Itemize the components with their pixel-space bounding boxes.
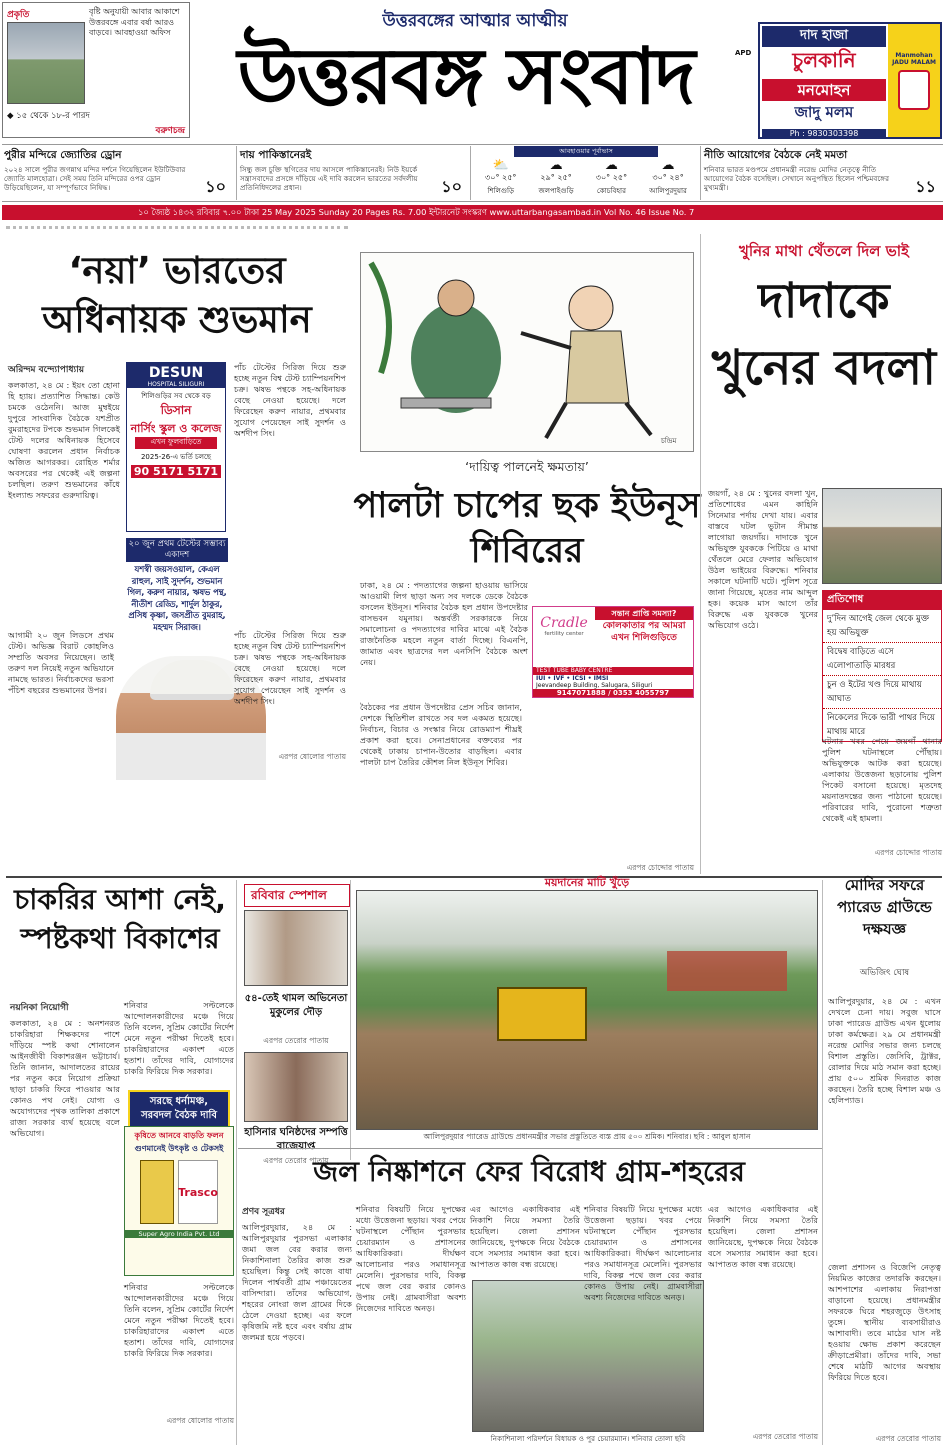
modi-body: আলিপুরদুয়ার, ২৪ মে : এখন দেখলে চেনা দায়। সবুজ ঘাসে ঢাকা প্যারেড গ্রাউন্ড এখন ধুলোয় ঢাকা কর্মক্ষেত্র। ২৯ মে প্রধানমন্ত্রী নরেন্দ্র মোদির সভার জন্য চলছে বিশাল প্রস্তুতি। জেসিবি, ট্রাক্টর, রোলার দিয়ে মাঠ সমান করা হচ্ছে। প্রায় ৫০০ শ্রমিক দিনরাত কাজ করছেন। তৈরি হচ্ছে বিশাল মঞ্চ ও হেলিপ্যাড। bbox=[828, 996, 941, 1105]
factbox-point-2: বিদ্বেষ বাড়িতে এসে এলোপাতাড়ি মারধর bbox=[823, 643, 941, 676]
ad-phone: Ph : 9830303398 bbox=[762, 129, 886, 138]
jobs-body-2: শনিবার সল্টলেকে আন্দোলনকারীদের মঞ্চে গিয়ে তিনি বলেন, সুপ্রিম কোর্টের নির্দেশ মেনে নতুন পরীক্ষা দিতেই হবে। চাকরিহারাদের একাংশ এতে হতাশ। তাঁদের দাবি, যোগ্যদের চাকরি ফিরিয়ে দিক সরকার। bbox=[124, 1000, 234, 1076]
desun-phone: 90 5171 5171 bbox=[131, 465, 221, 478]
water-body-2: শনিবার বিষয়টি নিয়ে দুপক্ষের মধ্যে উত্তেজনা ছড়ায়। খবর পেয়ে ঘটনাস্থলে পৌঁছান পুরসভার চেয়ারম্যান ও প্রশাসনের আধিকারিকরা। দীর্ঘক্ষণ আলোচনার পরও সমাধানসূত্র মেলেনি। পুরসভার দাবি, বিকল্প পথে জল বের করার কোনও উপায় নেই। গ্রামবাসীরা অবশ্য নিজেদের দাবিতে অনড়। bbox=[356, 1204, 466, 1313]
lead-byline: অরিন্দম বন্দ্যোপাধ্যায় bbox=[8, 365, 85, 375]
special-item-2-cont[interactable]: এরপর তেরোর পাতায় bbox=[263, 1156, 329, 1165]
ad-line3: মনমোহন bbox=[762, 79, 886, 101]
city-max: ৩০° bbox=[595, 173, 611, 182]
agro-line1: কৃষিতে আনবে বাড়তি ফলন bbox=[134, 1131, 224, 1140]
factbox-point-1: দু’দিন আগেই জেল থেকে মুক্ত হয় অভিযুক্ত bbox=[823, 610, 941, 643]
maidan-photo bbox=[356, 890, 818, 1130]
factbox-point-4: নিকেলের দিকে ভারী পাথর দিয়ে মাথায় মারে bbox=[827, 713, 935, 737]
cartoon-caption: ‘দায়িত্ব পালনেই ক্ষমতায়’ bbox=[465, 459, 589, 474]
agro-line2: গুণমানেই উৎকৃষ্ট ও টেকসই bbox=[134, 1144, 224, 1153]
fertilizer-bag-icon bbox=[140, 1160, 174, 1224]
ad-line2: চুলকানি bbox=[792, 48, 856, 72]
factbox-title: প্রতিশোধ bbox=[823, 591, 941, 610]
crime-factbox bbox=[822, 590, 942, 742]
cradle-phone: 9147071888 / 0353 4055797 bbox=[533, 689, 693, 697]
city-max: ৩০° bbox=[652, 173, 667, 182]
ad-line4: জাদু মলম bbox=[794, 103, 854, 121]
weather-author: বরুণচন্দ্র bbox=[155, 126, 185, 136]
water-body-3: এর আগেও একাধিকবার এই নিকাশি নিয়ে সমস্যা তৈরি হয়েছিল। জেলা প্রশাসন জানিয়েছে, দুপক্ষকে নিয়ে বৈঠকে বসে সমস্যার সমাধান করা হবে। আপাতত কাজ বন্ধ রয়েছে। bbox=[470, 1204, 580, 1269]
lead-body: কলকাতা, ২৪ মে : ইয়ং তো হোনা হি হ্যায়। প্রত্যাশিত সিদ্ধান্ত। কেউ চমকে ওঠেননি। আজ মুম্বইয়ে দুপুরে সাংবাদিক বৈঠকে যশপ্রীত বুমরাহদের টপকে শুভমান গিলকেই টেস্ট দলের অধিনায়ক হিসেবে ঘোষণা করলেন প্রধান নির্বাচক অজিত আগরকর। রোহিত শর্মার অবসরের পর থেকেই এই জল্পনা চলছিল। তরুণ শুভমানের কাঁধে ইংল্যান্ড সফরের গুরুদায়িত্ব। bbox=[8, 380, 120, 500]
jobs-body-3: শনিবার সল্টলেকে আন্দোলনকারীদের মঞ্চে গিয়ে তিনি বলেন, সুপ্রিম কোর্টের নির্দেশ মেনে নতুন পরীক্ষা দিতেই হবে। চাকরিহারাদের একাংশ এতে হতাশ। তাঁদের দাবি, যোগ্যদের চাকরি ফিরিয়ে দিক সরকার। bbox=[124, 1282, 234, 1358]
weather-city-3 bbox=[596, 159, 627, 197]
xi-head: ২০ জুন প্রথম টেস্টের সম্ভাব্য একাদশ bbox=[126, 538, 228, 562]
story2-continued[interactable]: এরপর চোদ্দোর পাতায় bbox=[626, 863, 694, 872]
jobs-continued[interactable]: এরপর ষোলোর পাতায় bbox=[166, 1416, 234, 1425]
crime-kicker: খুনির মাথা থেঁতলে দিল ভাই bbox=[739, 242, 909, 260]
apd-mark: APD bbox=[735, 49, 752, 57]
modi-body-2: জেলা প্রশাসন ও বিজেপি নেতৃত্ব নিয়মিত কাজের তদারকি করছেন। আশপাশের এলাকায় নিরাপত্তা বাড়ানো হয়েছে। প্রধানমন্ত্রীর সফরকে ঘিরে শহরজুড়ে উৎসাহ তুঙ্গে। স্থানীয় ব্যবসায়ীরাও আশাবাদী। তবে মাঠের ঘাস নষ্ট হওয়ায় ক্ষোভ প্রকাশ করেছেন ক্রীড়াপ্রেমীরা। তাঁদের দাবি, সভা শেষে মাঠটি আগের অবস্থায় ফিরিয়ে দিতে হবে। bbox=[828, 1262, 941, 1382]
city-min: ২৪° bbox=[669, 173, 684, 182]
water-col-5 bbox=[708, 1204, 818, 1444]
city-max: ২৯° bbox=[540, 173, 555, 182]
masthead-title[interactable]: উত্তরবঙ্গ সংবাদ bbox=[237, 32, 694, 122]
lead-body-4: পাঁচ টেস্টের সিরিজ দিয়ে শুরু হচ্ছে নতুন বিশ্ব টেস্ট চ্যাম্পিয়নশিপ চক্র। ঋষভ পন্থকে সহ-অধিনায়ক বেছে নেওয়া হয়েছে। দলে ফিরেছেন করুণ নায়ার, প্রথমবার সুযোগ পেয়েছেন সাই সুদর্শন ও অর্শদীপ সিং। bbox=[234, 630, 346, 706]
teaser-2-title: দায় পাকিস্তানেরই bbox=[240, 149, 312, 161]
desun-line1: ডিসান bbox=[160, 403, 192, 417]
cradle-tags: IUI • IVF • ICSI • IMSI bbox=[536, 675, 609, 682]
city-name: আলিপুরদুয়ার bbox=[649, 187, 687, 195]
desun-sub: HOSPITAL SILIGURI bbox=[127, 381, 225, 388]
agro-company: Super Agro India Pvt. Ltd bbox=[125, 1230, 233, 1238]
rain-cloud-icon: ☁ bbox=[661, 158, 675, 173]
desun-line2: নার্সিং স্কুল ও কলেজ bbox=[130, 422, 222, 435]
desun-tag: শিলিগুড়ির সব থেকে বড় bbox=[141, 392, 211, 400]
cartoon-signature: চন্দ্রিম bbox=[661, 437, 677, 445]
weather-strip[interactable] bbox=[474, 146, 698, 200]
story2-body-2: বৈঠকের পর প্রধান উপদেষ্টার প্রেস সচিব জানান, দেশকে স্থিতিশীল রাখতে সব দল একমত হয়েছে। নির্বাচন, বিচার ও সংস্কার নিয়ে রোডম্যাপ শীঘ্রই প্রকাশ করা হবে। সেনাপ্রধানের বক্তব্যের পর থেকেই ঢাকায় চাপান-উতোর বাড়ছিল। এবার পালটা চাপ তৈরির কৌশল নিল ইউনূস শিবির। bbox=[360, 702, 522, 767]
cradle-address: Jeevandeep Building, Salugara, Siliguri bbox=[536, 682, 653, 689]
weather-city-4 bbox=[649, 159, 687, 197]
crime-headline[interactable]: দাদাকে খুনের বদলা bbox=[711, 273, 937, 396]
special-item-2[interactable]: হাসিনার ঘনিষ্ঠদের সম্পত্তি বাজেয়াপ্ত bbox=[244, 1127, 348, 1152]
city-name: শিলিগুড়ি bbox=[487, 187, 515, 195]
cartoon-panel bbox=[360, 252, 694, 452]
lead-body-2: পাঁচ টেস্টের সিরিজ দিয়ে শুরু হচ্ছে নতুন বিশ্ব টেস্ট চ্যাম্পিয়নশিপ চক্র। ঋষভ পন্থকে সহ-অধিনায়ক বেছে নেওয়া হয়েছে। দলে ফিরেছেন করুণ নায়ার, প্রথমবার সুযোগ পেয়েছেন সাই সুদর্শন ও অর্শদীপ সিং। bbox=[234, 362, 346, 438]
truck-icon bbox=[667, 951, 787, 991]
city-max: ৩০° bbox=[485, 173, 500, 182]
xi-list: যশস্বী জয়সওয়াল, কেএল রাহুল, সাই সুদর্শন, শুভমান গিল, করুণ নায়ার, ঋষভ পন্থ, নীতীশ রেড্ডি, শার্দুল ঠাকুর, প্রসিধ কৃষ্ণা, জসপ্রীত বুমরাহ, মহম্মদ সিরাজ। bbox=[127, 564, 227, 632]
jobs-col-2 bbox=[124, 1000, 234, 1082]
super-agro-ad[interactable] bbox=[124, 1126, 234, 1276]
story2-body-b bbox=[360, 702, 694, 865]
weather-teaser-label: প্রকৃতি bbox=[7, 10, 30, 20]
crime-body-2: ঘটনার খবর পেয়ে জয়গাঁ থানার পুলিশ ঘটনাস্থলে পৌঁছায়। অভিযুক্তকে আটক করা হয়েছে। এলাকায় উত্তেজনা ছড়ানোয় পুলিশ পিকেট বসানো হয়েছে। মৃতদেহ ময়নাতদন্তের জন্য পাঠানো হয়েছে। পরিবারের দাবি, পুরোনো শত্রুতা থেকেই এই হামলা। bbox=[822, 736, 942, 823]
water-body-4: শনিবার বিষয়টি নিয়ে দুপক্ষের মধ্যে উত্তেজনা ছড়ায়। খবর পেয়ে ঘটনাস্থলে পৌঁছান পুরসভার চেয়ারম্যান ও প্রশাসনের আধিকারিকরা। দীর্ঘক্ষণ আলোচনার পরও সমাধানসূত্র মেলেনি। পুরসভার দাবি, বিকল্প পথে জল বের করার কোনও উপায় নেই। গ্রামবাসীরা অবশ্য নিজেদের দাবিতে অনড়। bbox=[584, 1204, 702, 1302]
desun-line4: 2025-26-এ ভর্তি চলছে bbox=[140, 453, 212, 461]
weather-city-1 bbox=[485, 159, 516, 197]
cartoon-drawing bbox=[361, 253, 693, 451]
lead-col-1b bbox=[8, 630, 114, 770]
desun-line3: এখন ফুলবাড়িতে bbox=[135, 437, 217, 449]
modi-byline: অভিজিৎ ঘোষ bbox=[859, 968, 910, 978]
cradle-answer: কোলকাতার পর আমরা এখন শিলিগুড়িতে bbox=[602, 621, 686, 643]
lead-col-1 bbox=[8, 362, 120, 638]
lead-body-3: আগামী ২০ জুন লিডসে প্রথম টেস্ট। অভিজ্ঞ বিরাট কোহলিও সম্প্রতি অবসর নিয়েছেন। তাই তরুণ দল নিয়েই নতুন অভিযানে নামছে ভারত। নির্বাচকদের ভরসা পঁচিশ বছরের শুভমানের উপর। bbox=[8, 630, 114, 695]
water-col-3 bbox=[470, 1204, 580, 1276]
city-name: কোচবিহার bbox=[596, 187, 626, 195]
special-item-1-cont[interactable]: এরপর তেরোর পাতায় bbox=[263, 1036, 329, 1045]
cradle-ad[interactable] bbox=[532, 606, 694, 698]
crime-col-2 bbox=[822, 736, 942, 860]
teaser-2-page: ১০ bbox=[441, 177, 462, 196]
excavator-icon bbox=[497, 987, 587, 1041]
city-name: জলপাইগুড়ি bbox=[538, 187, 574, 195]
city-min: ২৫° bbox=[557, 173, 572, 182]
water-col-2 bbox=[356, 1204, 466, 1444]
lead-headline[interactable]: ‘নয়া’ ভারতের অধিনায়ক শুভমান bbox=[42, 249, 312, 341]
dateline-bar: ১০ জ্যৈষ্ঠ ১৪৩২ রবিবার ৭.০০ টাকা 25 May 2025 Sunday 20 Pages Rs. 7.00 ইন্টারনেট সংস্করণ www.uttarbangasambad.in Vol No. 46 Issue No. 7 bbox=[2, 205, 943, 220]
lead-continued[interactable]: এরপর ষোলোর পাতায় bbox=[278, 752, 346, 761]
special-item-1[interactable]: ৫৪-তেই থামল অভিনেতা মুকুলের দৌড় bbox=[244, 993, 348, 1018]
water-headline[interactable]: জল নিষ্কাশনে ফের বিরোধ গ্রাম-শহরের bbox=[313, 1155, 745, 1188]
water-continued[interactable]: এরপর তেরোর পাতায় bbox=[752, 1432, 818, 1441]
rain-cloud-icon: ☁ bbox=[549, 158, 563, 173]
lead-col-3b bbox=[234, 630, 346, 764]
desun-name: DESUN bbox=[127, 363, 225, 381]
teaser-3-text: শনিবার ভারত মণ্ডপমে প্রধানমন্ত্রী নরেন্দ্র মোদির নেতৃত্বে নীতি আয়োগের বৈঠক বসেছিল। সেখানে অনুপস্থিত ছিলেন পশ্চিমবঙ্গের মুখ্যমন্ত্রী। bbox=[704, 165, 890, 192]
teaser-1-title: পুরীর মন্দিরে জ্যোতির ড্রোন bbox=[4, 149, 122, 161]
teaser-3-title: নীতি আয়োগের বৈঠকে নেই মমতা bbox=[704, 149, 848, 161]
teaser-1[interactable] bbox=[4, 148, 232, 200]
agro-brand: Trasco bbox=[178, 1160, 218, 1224]
teaser-3-page: ১১ bbox=[915, 177, 936, 196]
teaser-2[interactable] bbox=[240, 148, 468, 200]
ad-product-jar bbox=[888, 24, 940, 137]
cradle-question: সন্তান প্রাপ্তি সমস্যা? bbox=[595, 607, 693, 620]
manmohan-ad[interactable] bbox=[758, 22, 942, 139]
city-min: ২৫° bbox=[612, 173, 628, 182]
crime-photo bbox=[822, 488, 942, 584]
ad-line1: দাদ হাজা bbox=[762, 26, 886, 47]
modi-continued[interactable]: এরপর তেরোর পাতায় bbox=[875, 1434, 941, 1443]
city-min: ২৫° bbox=[502, 173, 517, 182]
water-body-5: এর আগেও একাধিকবার এই নিকাশি নিয়ে সমস্যা তৈরি হয়েছিল। জেলা প্রশাসন জানিয়েছে, দুপক্ষকে নিয়ে বৈঠকে বসে সমস্যার সমাধান করা হবে। আপাতত কাজ বন্ধ রয়েছে। bbox=[708, 1204, 818, 1269]
jobs-col-1 bbox=[10, 1000, 120, 1418]
rain-cloud-icon: ☁ bbox=[604, 158, 618, 173]
teaser-1-text: ২০২৪ সালে পুরীর জগন্নাথ মন্দির দর্শনে গিয়েছিলেন ইউটিউবার জ্যোতি মালহোত্রা। সেই সময় তিনি মন্দিরের ওপর ড্রোন উড়িয়েছিলেন, যা সম্পূর্ণভাবে নিষিদ্ধ। bbox=[4, 165, 186, 192]
weather-caption: ◆ ১৫ থেকে ১৮-র পারদ bbox=[7, 111, 90, 121]
lead-col-3 bbox=[234, 362, 346, 620]
ad-brand: Manmohan JADU MALAM bbox=[892, 51, 936, 66]
factbox-point-3: চুন ও ইটের খণ্ড দিয়ে মাথায় আঘাত bbox=[823, 676, 941, 709]
weather-city-2 bbox=[539, 159, 574, 197]
weather-photo bbox=[7, 22, 85, 104]
weather-teaser-text: বৃষ্টি অনুযায়ী আবার আকাশে উত্তরবঙ্গে এবার বর্ষা আরও বাড়বে। আবহাওয়া অফিস bbox=[89, 7, 180, 37]
water-body: আলিপুরদুয়ার, ২৪ মে : আলিপুরদুয়ার পুরসভা এলাকার জমা জল বের করার জন্য নিকাশিনালা তৈরির কাজ শুরু হয়েছিল। কিন্তু সেই কাজে বাধা দিলেন পার্শ্ববর্তী গ্রাম পঞ্চায়েতের বাসিন্দারা। তাঁদের অভিযোগ, শহরের নোংরা জল গ্রামের দিকে ঠেলে দেওয়া হচ্ছে। এর ফলে কৃষিজমি নষ্ট হবে এবং বর্ষায় গ্রাম জলমগ্ন হয়ে পড়বে। bbox=[242, 1222, 352, 1342]
weather-strip-title: আবহাওয়ার পূর্বাভাস bbox=[514, 146, 658, 157]
sun-cloud-icon: ⛅ bbox=[492, 158, 509, 173]
story2-headline[interactable]: পালটা চাপের ছক ইউনূস শিবিরের bbox=[353, 486, 701, 571]
jobs-box: সরছে ধর্নামঞ্চ, সরবদল বৈঠক দাবি bbox=[128, 1090, 230, 1128]
teaser-3[interactable] bbox=[704, 148, 942, 200]
cricket-hat-icon bbox=[150, 660, 234, 700]
water-byline: প্রণব সূত্রধর bbox=[242, 1207, 285, 1217]
hasina-photo bbox=[244, 1052, 348, 1122]
modi-headline[interactable]: মোদির সফরে প্যারেড গ্রাউন্ডে দক্ষযজ্ঞ bbox=[837, 876, 932, 938]
crime-body: জয়গাঁ, ২৪ মে : খুনের বদলা খুন, প্রতিশোধের এমন কাহিনি সিনেমার পর্দায় দেখা যায়। এবার বাস্তবে ঘটল ভুটান সীমান্ত লাগোয়া জয়গাঁয়। দাদাকে খুনে অভিযুক্ত যুবককে পিটিয়ে ও মাথা থেঁতলে মেরে ফেলার অভিযোগ উঠল ভাইয়ের বিরুদ্ধে। শনিবার সকালে ঘটনাটি ঘটে। পুলিশ সূত্রে জানা গিয়েছে, মৃতের নাম আব্দুল হক। কয়েক মাস আগে তাঁর বিরুদ্ধে এক যুবককে খুনের অভিযোগ ওঠে। bbox=[708, 488, 818, 630]
special-head: রবিবার স্পেশাল bbox=[244, 884, 350, 907]
teaser-1-page: ১০ bbox=[205, 177, 226, 196]
crime-continued[interactable]: এরপর চোদ্দোর পাতায় bbox=[874, 848, 942, 857]
teaser-2-text: সিন্ধু জল চুক্তি স্থগিতের দায় আসলে পাকিস্তানেরই। নিউ ইয়র্কে সন্ত্রাসবাদের প্রসঙ্গে দাঁড়িয়ে এই দাবি করলেন ভারতের সর্বদলীয় প্রতিনিধিদলের প্রধান। bbox=[240, 165, 418, 192]
jar-icon bbox=[898, 70, 930, 110]
photo-caption: আলিপুরদুয়ার প্যারেড গ্রাউন্ডে প্রধানমন্ত্রীর সভার প্রস্তুতিতে ব্যস্ত প্রায় ৫০০ শ্রমিক। শনিবার। ছবি : আবুল হাসান bbox=[423, 1132, 751, 1141]
water-col-1 bbox=[242, 1204, 352, 1450]
jobs-col-2b bbox=[124, 1282, 234, 1428]
crime-col-1 bbox=[708, 488, 818, 886]
cradle-sub: fertility center bbox=[544, 631, 584, 637]
actor-photo bbox=[244, 910, 348, 986]
story2-body: ঢাকা, ২৪ মে : পদত্যাগের জল্পনা হাওয়ায় ভাসিয়ে আওয়ামী লিগ ছাড়া অন্য সব দলকে ডেকে বৈঠকে বসলেন ইউনূস। শনিবার বৈঠক হল প্রধান উপদেষ্টার বাসভবন যমুনায়। অন্তর্বর্তী সরকারকে নিয়ে সমালোচনা ও পদত্যাগের দাবির মাঝে এই বৈঠক রাজনৈতিক মহলে নতুন বার্তা দিচ্ছে। বিএনপি, জামাত এবং ছাত্রদের দল এনসিপি বৈঠকে অংশ নেয়। bbox=[360, 580, 528, 667]
cradle-name: Cradle bbox=[540, 615, 588, 631]
jobs-byline: নয়নিকা নিয়োগী bbox=[10, 1003, 69, 1013]
playing-xi-box bbox=[126, 538, 228, 633]
water-photo-caption: নিকাশিনালা পরিদর্শনে বিধায়ক ও পুর চেয়ারম্যান। শনিবার তোলা ছবি bbox=[490, 1434, 686, 1443]
water-col-4 bbox=[584, 1204, 702, 1302]
jobs-headline[interactable]: চাকরির আশা নেই, স্পষ্টকথা বিকাশের bbox=[14, 883, 226, 955]
photo-kicker: ময়দানের মাটি খুঁড়ে bbox=[544, 876, 630, 889]
masthead-tagline: উত্তরবঙ্গের আত্মার আত্মীয় bbox=[382, 11, 568, 31]
cradle-bar: TEST TUBE BABY CENTRE bbox=[533, 667, 693, 675]
jobs-body: কলকাতা, ২৪ মে : অনশনরত চাকরিহারা শিক্ষকদের পাশে দাঁড়িয়ে স্পষ্ট কথা শোনালেন আইনজীবী বিকাশরঞ্জন ভট্টাচার্য। তিনি জানান, আদালতের রায়ের পর নতুন করে নিয়োগ প্রক্রিয়া ছাড়া চাকরি ফিরে পাওয়ার আর কোনও পথ নেই। যোগ্য ও অযোগ্যদের পৃথক তালিকা প্রকাশে রাজ্য সরকার ব্যর্থ হয়েছে বলে অভিযোগ। bbox=[10, 1018, 120, 1138]
desun-ad[interactable] bbox=[126, 362, 226, 532]
weather-teaser-box[interactable] bbox=[2, 2, 190, 138]
